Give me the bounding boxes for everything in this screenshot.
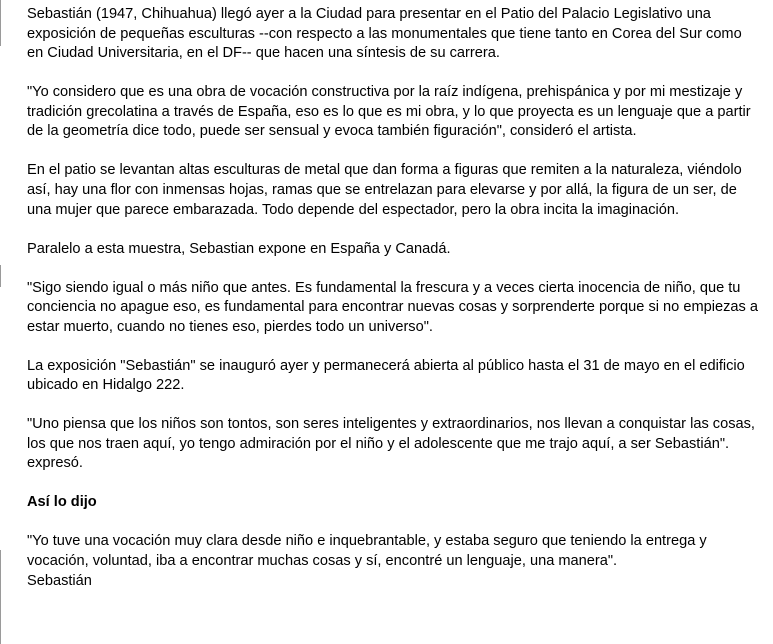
article-paragraph-child-quote: "Sigo siendo igual o más niño que antes. Es fundamental la frescura y a veces cierta inocencia de niño, que tu conciencia no apague eso, es fundamental para encontrar nuevas cosas y sorprenderte porque si no empiezas a estar muerto, cuando no tienes eso, pierdes todo un universo". — [27, 279, 758, 335]
featured-quote-author: Sebastián — [27, 572, 92, 589]
featured-quote-text: "Yo tuve una vocación muy clara desde niño e inquebrantable, y estaba seguro que teniendo la entrega y vocación, voluntad, iba a encontrar muchas cosas y sí, encontré un lenguaje, una manera". — [27, 533, 707, 569]
article-paragraph-artist-quote: "Yo considero que es una obra de vocación constructiva por la raíz indígena, prehispánica y por mi mestizaje y tradición grecolatina a través de España, eso es lo que es mi obra, y lo que proyecta es un lenguaje que a partir de la geometría dice todo, puede ser sensual y evoca también figuración", consideró el artista. — [27, 84, 751, 140]
article-paragraph-parallel: Paralelo a esta muestra, Sebastian expone en España y Canadá. — [27, 240, 451, 257]
article-paragraph-intro: Sebastián (1947, Chihuahua) llegó ayer a la Ciudad para presentar en el Patio del Palacio Legislativo una exposición de pequeñas esculturas --con respecto a las monumentales que tiene tanto en Corea del Sur como en Ciudad Universitaria, en el DF-- que hacen una síntesis de su carrera. — [27, 6, 742, 62]
left-border-rule — [0, 0, 1, 46]
left-border-rule — [0, 550, 1, 644]
left-border-rule — [0, 265, 1, 287]
quote-heading: Así lo dijo — [27, 494, 97, 511]
article-body — [27, 5, 760, 591]
article-paragraph-exhibition-dates: La exposición "Sebastián" se inauguró ayer y permanecerá abierta al público hasta el 31 de mayo en el edificio ubicado en Hidalgo 222. — [27, 357, 745, 394]
article-paragraph-admiration-quote: "Uno piensa que los niños son tontos, son seres inteligentes y extraordinarios, nos llevan a conquistar las cosas, los que nos traen aquí, yo tengo admiración por el niño y el adolescente que me trajo aquí, a ser Sebastián". expresó. — [27, 416, 755, 472]
article-paragraph-patio: En el patio se levantan altas esculturas de metal que dan forma a figuras que remiten a la naturaleza, viéndolo así, hay una flor con inmensas hojas, ramas que se entrelazan para elevarse y por allá, la figura de un ser, de una mujer que parece embarazada. Todo depende del espectador, pero la obra incita la imaginación. — [27, 162, 742, 218]
